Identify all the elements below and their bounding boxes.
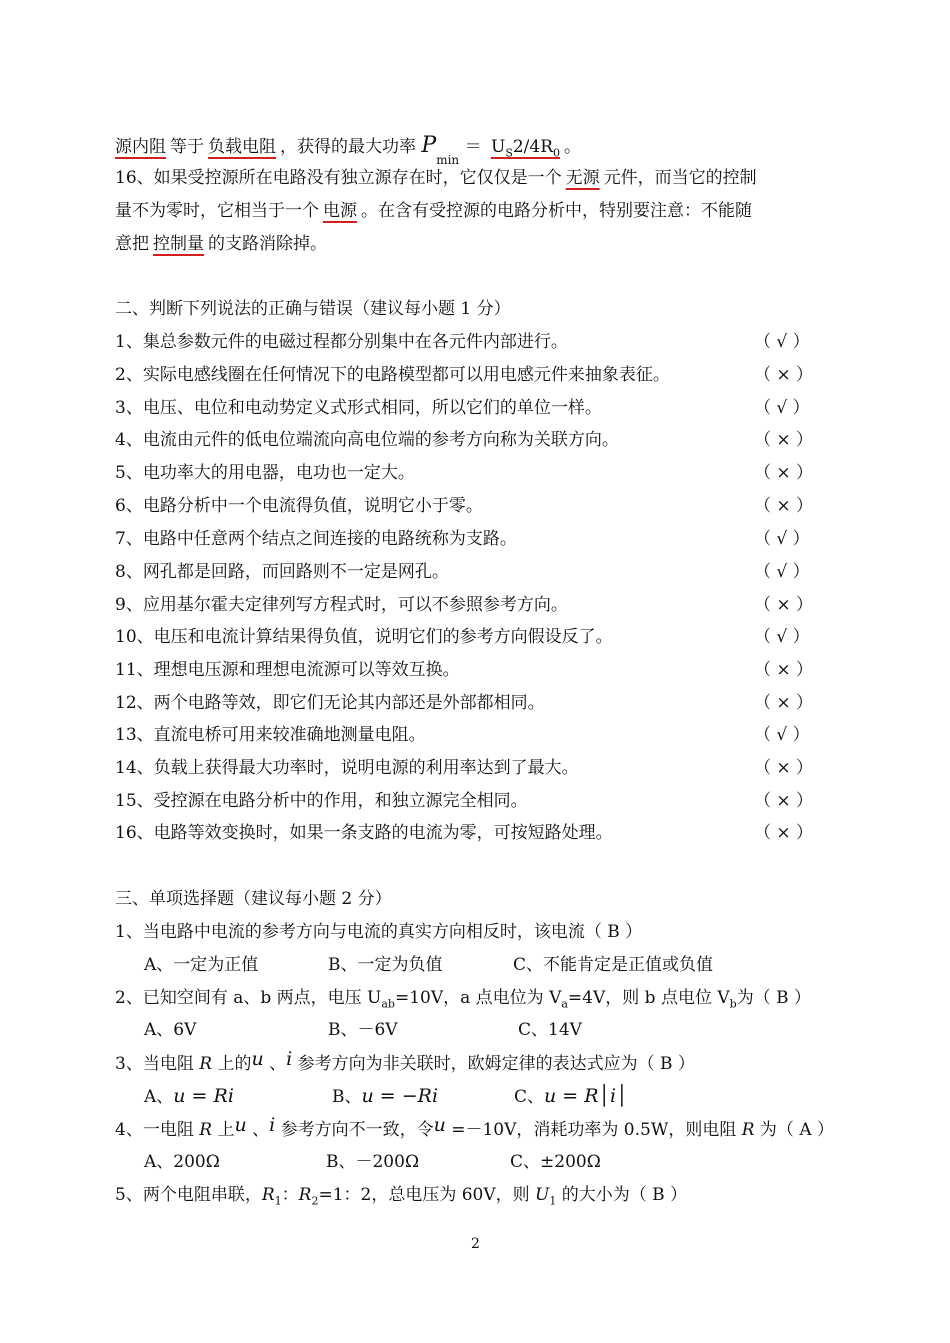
choice-question: 5、两个电阻串联，$R_1$：$R_2=1$：2，总电压为 60V，则 $U_1$ 的大小为（ B ） (115, 1185, 688, 1208)
judge-item: 9、应用基尔霍夫定律列写方程式时，可以不参照参考方向。 (115, 595, 568, 615)
judge-mark: （ × ） (754, 430, 814, 450)
judge-mark: （ × ） (754, 365, 814, 385)
choice-option: A、一定为正值 (144, 955, 259, 975)
judge-mark: （ × ） (754, 791, 814, 811)
choice-question: 4、一电阻 R 上u 、i 参考方向不一致，令u =－10V，消耗功率为 0.5W，则电阻 R 为（ A ） (115, 1114, 835, 1140)
answer-blank: 源内阻 (115, 137, 166, 157)
fill-item-16-line1: 16、如果受控源所在电路没有独立源存在时，它仅仅是一个 无源 元件，而当它的控制 (115, 168, 757, 188)
judge-item: 6、电路分析中一个电流得负值，说明它小于零。 (115, 496, 483, 516)
choice-option: C、14V (518, 1020, 582, 1040)
judge-mark: （ √ ） (754, 332, 810, 352)
judge-item: 12、两个电路等效，即它们无论其内部还是外部都相同。 (115, 693, 545, 713)
choice-option: A、6V (144, 1020, 197, 1040)
judge-item: 8、网孔都是回路，而回路则不一定是网孔。 (115, 562, 449, 582)
judge-mark: （ √ ） (754, 562, 810, 582)
power-symbol: P (421, 133, 437, 158)
choice-question: 1、当电路中电流的参考方向与电流的真实方向相反时，该电流（ B ） (115, 922, 643, 942)
section-heading: 三、单项选择题（建议每小题 2 分） (115, 889, 392, 909)
choice-option: C、u = R│i│ (514, 1085, 628, 1107)
choice-option: B、－6V (328, 1020, 398, 1040)
judge-item: 4、电流由元件的低电位端流向高电位端的参考方向称为关联方向。 (115, 430, 619, 450)
section-heading: 二、判断下列说法的正确与错误（建议每小题 1 分） (115, 299, 511, 319)
judge-mark: （ √ ） (754, 529, 810, 549)
page-number: 2 (471, 1236, 480, 1252)
judge-mark: （ × ） (754, 660, 814, 680)
answer-blank: 控制量 (153, 234, 204, 254)
fill-item-16-line2: 量不为零时，它相当于一个 电源 。在含有受控源的电路分析中，特别要注意：不能随 (115, 201, 752, 221)
judge-mark: （ × ） (754, 823, 814, 843)
choice-option: A、200Ω (144, 1152, 220, 1172)
judge-item: 5、电功率大的用电器，电功也一定大。 (115, 463, 415, 483)
judge-item: 3、电压、电位和电动势定义式形式相同，所以它们的单位一样。 (115, 398, 602, 418)
choice-option: C、±200Ω (510, 1152, 601, 1172)
judge-mark: （ √ ） (754, 627, 810, 647)
answer-blank: 无源 (565, 168, 600, 188)
judge-item: 16、电路等效变换时，如果一条支路的电流为零，可按短路处理。 (115, 823, 613, 843)
judge-item: 2、实际电感线圈在任何情况下的电路模型都可以用电感元件来抽象表征。 (115, 365, 670, 385)
judge-mark: （ × ） (754, 693, 814, 713)
choice-question: 3、当电阻 R 上的u 、i 参考方向为非关联时，欧姆定律的表达式应为（ B ） (115, 1048, 695, 1074)
choice-option: B、－200Ω (326, 1152, 420, 1172)
answer-blank: 负载电阻 (208, 137, 276, 157)
answer-blank: 电源 (323, 201, 357, 221)
judge-mark: （ × ） (754, 496, 814, 516)
choice-option: B、u = −Ri (332, 1085, 439, 1107)
judge-item: 13、直流电桥可用来较准确地测量电阻。 (115, 725, 426, 745)
judge-item: 15、受控源在电路分析中的作用，和独立源完全相同。 (115, 791, 528, 811)
answer-blank: $U_S2/4R_0$ (490, 137, 561, 160)
choice-option: B、一定为负值 (328, 955, 443, 975)
judge-item: 7、电路中任意两个结点之间连接的电路统称为支路。 (115, 529, 517, 549)
fill-item-16-line3: 意把 控制量 的支路消除掉。 (115, 234, 327, 254)
judge-mark: （ × ） (754, 595, 814, 615)
judge-mark: （ √ ） (754, 725, 810, 745)
choice-question: 2、已知空间有 a、b 两点，电压 $U_{ab}=10V$，a 点电位为 $V_a=4V$，则 b 点电位 $V_b$为（ B ） (115, 988, 811, 1011)
judge-mark: （ × ） (754, 758, 814, 778)
choice-option: C、不能肯定是正值或负值 (513, 955, 714, 975)
judge-item: 14、负载上获得最大功率时，说明电源的利用率达到了最大。 (115, 758, 579, 778)
judge-item: 11、理想电压源和理想电流源可以等效互换。 (115, 660, 460, 680)
judge-mark: （ √ ） (754, 398, 810, 418)
judge-mark: （ × ） (754, 463, 814, 483)
judge-item: 10、电压和电流计算结果得负值，说明它们的参考方向假设反了。 (115, 627, 613, 647)
fill-item-15: 源内阻 等于 负载电阻 ，获得的最大功率 $P_{min} = U_S2/4R_0$ 。 (115, 133, 582, 168)
choice-option: A、u = Ri (144, 1085, 234, 1107)
judge-item: 1、集总参数元件的电磁过程都分别集中在各元件内部进行。 (115, 332, 568, 352)
